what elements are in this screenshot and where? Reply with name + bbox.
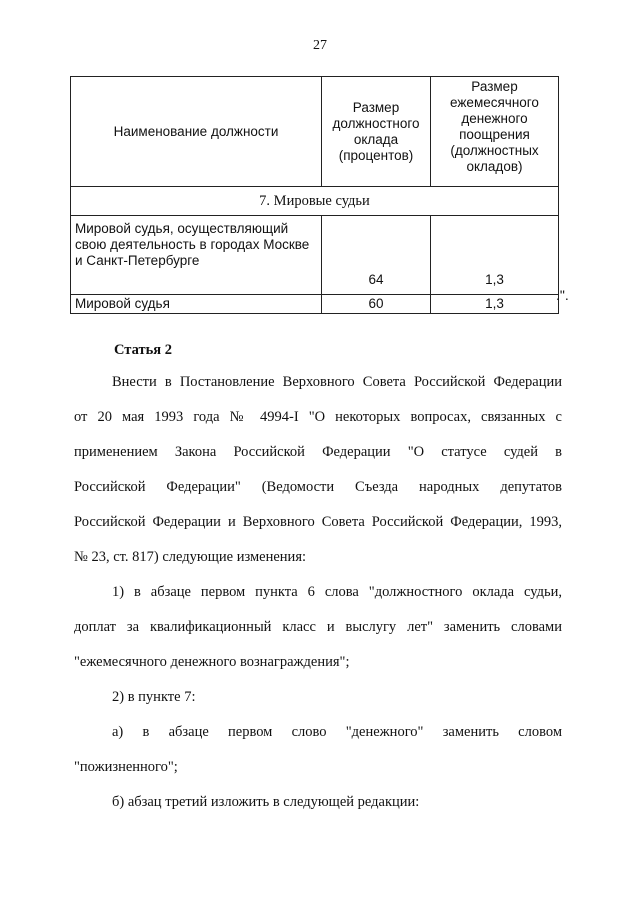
- paragraph-line: 2) в пункте 7:: [112, 689, 196, 705]
- paragraph-line: применением Закона Российской Федерации "О статусе судей в: [74, 444, 562, 460]
- paragraph-line: от 20 мая 1993 года № 4994-I "О некоторых вопросах, связанных с: [74, 409, 562, 425]
- paragraph-line: Российской Федерации и Верховного Совета Российской Федерации, 1993,: [74, 514, 562, 530]
- paragraph-line: Российской Федерации" (Ведомости Съезда народных депутатов: [74, 479, 562, 495]
- header-bonus-line: Размер: [471, 79, 518, 94]
- section-row: [71, 187, 559, 216]
- header-bonus-line: ежемесячного: [450, 95, 539, 110]
- table-row: [71, 216, 559, 295]
- paragraph-line: "ежемесячного денежного вознаграждения";: [74, 654, 350, 670]
- header-bonus-line: поощрения: [459, 127, 530, 142]
- table-header-row: [71, 77, 559, 187]
- paragraph-line: а) в абзаце первом слово "денежного" заменить словом: [112, 724, 562, 740]
- table-closing-mark: .".: [556, 287, 569, 303]
- page-number: 27: [313, 38, 327, 53]
- position-name-cell: Мировой судья: [71, 295, 322, 314]
- table-row: [71, 295, 559, 314]
- position-name-line: свою деятельность в городах Москве: [75, 237, 310, 252]
- article-heading: Статья 2: [114, 342, 172, 358]
- salary-cell: 60: [322, 295, 431, 314]
- section-title: 7. Мировые судьи: [71, 187, 559, 216]
- header-bonus: [431, 77, 559, 187]
- position-name-line: и Санкт-Петербурге: [75, 253, 200, 268]
- salary-cell: 64: [322, 216, 431, 295]
- paragraph-line: доплат за квалификационный класс и выслугу лет" заменить словами: [74, 619, 562, 635]
- header-bonus-line: окладов): [466, 159, 523, 174]
- header-bonus-line: (должностных: [450, 143, 539, 158]
- header-salary-line: должностного: [332, 115, 420, 131]
- position-name-cell: [71, 216, 322, 295]
- paragraph-line: "пожизненного";: [74, 759, 178, 775]
- header-salary-line: оклада: [353, 131, 399, 147]
- position-name-line: Мировой судья, осуществляющий: [75, 221, 289, 236]
- paragraph-line: 1) в абзаце первом пункта 6 слова "должностного оклада судьи,: [112, 584, 562, 600]
- header-bonus-line: денежного: [461, 111, 528, 126]
- paragraph-line: б) абзац третий изложить в следующей редакции:: [112, 794, 420, 810]
- paragraph-line: Внести в Постановление Верховного Совета Российской Федерации: [112, 374, 562, 390]
- bonus-cell: 1,3: [431, 295, 559, 314]
- header-position-name: Наименование должности: [71, 77, 322, 187]
- salary-table: [70, 76, 559, 314]
- bonus-cell: 1,3: [431, 216, 559, 295]
- header-salary-line: (процентов): [338, 147, 414, 163]
- header-salary-line: Размер: [352, 99, 400, 115]
- paragraph-line: № 23, ст. 817) следующие изменения:: [74, 549, 307, 565]
- header-salary: [322, 77, 431, 187]
